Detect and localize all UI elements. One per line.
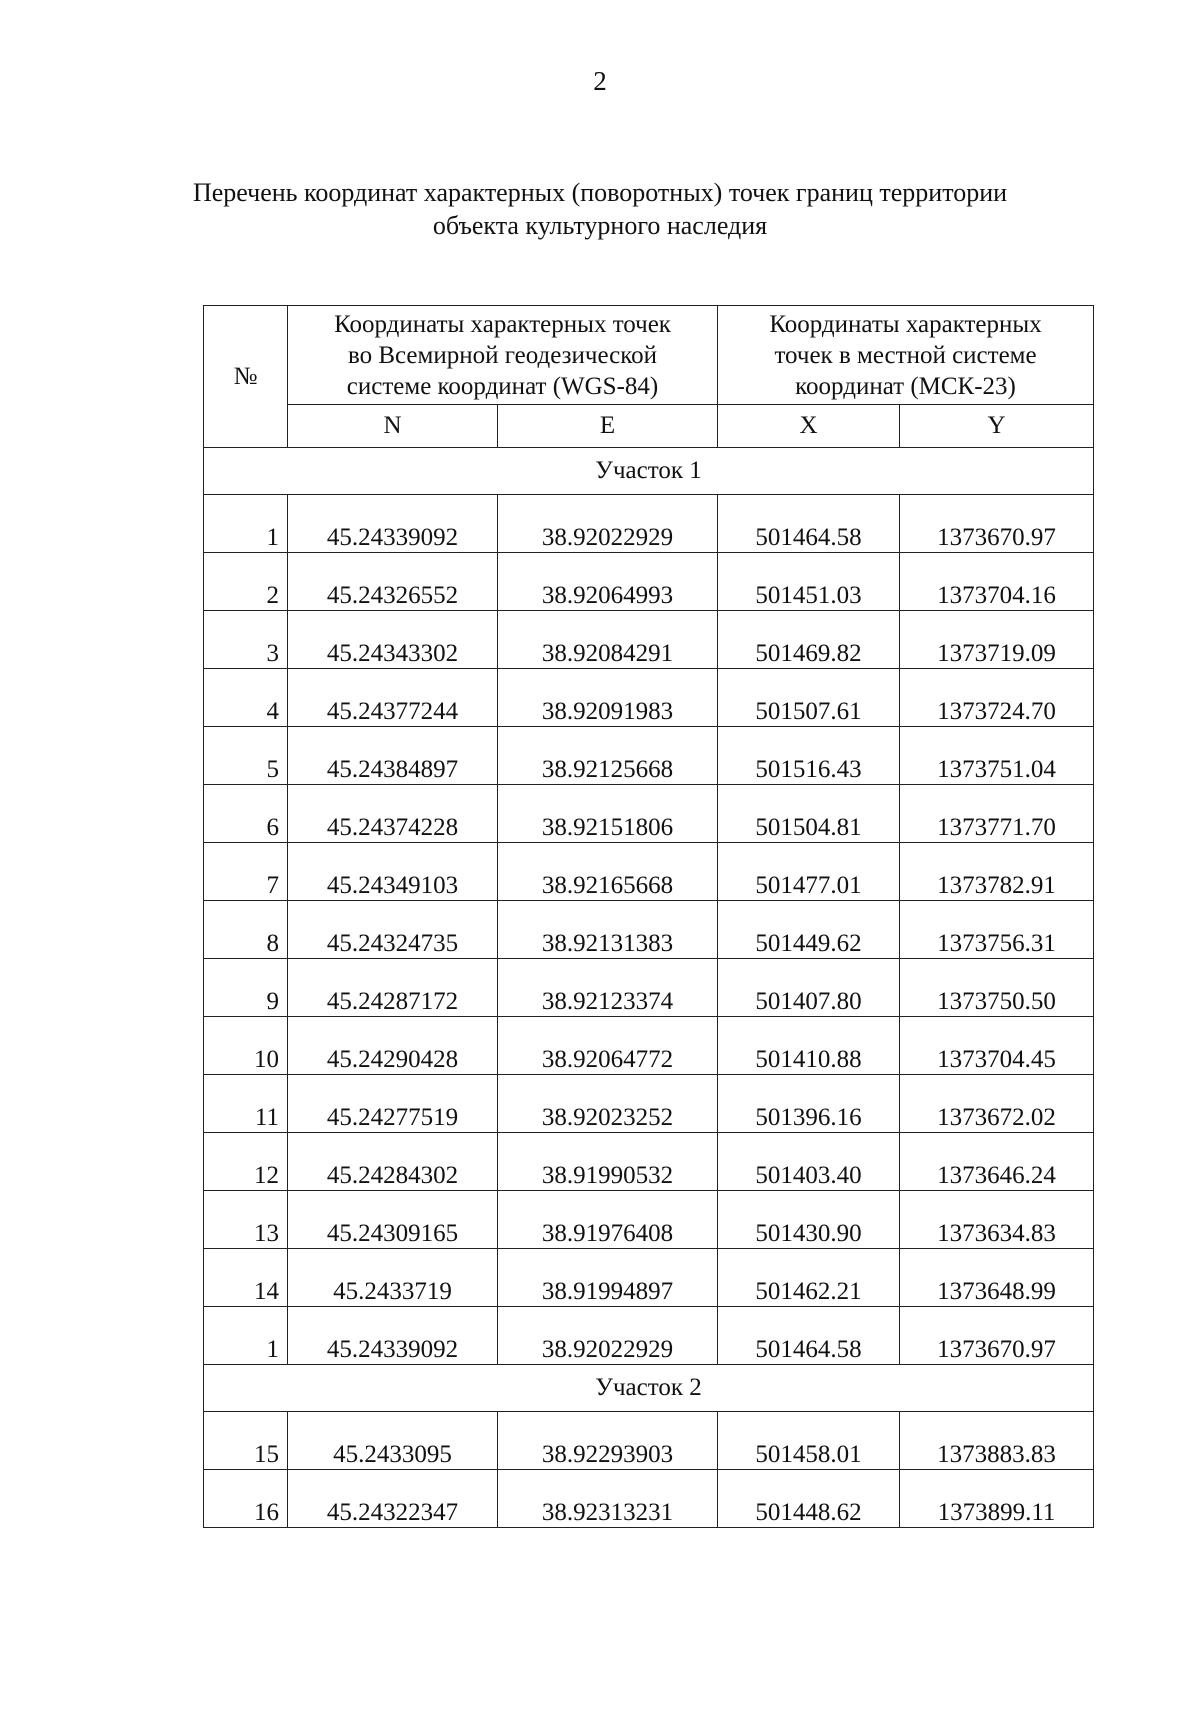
point-number-cell: 9 [204, 959, 288, 1017]
msk-x-cell: 501464.58 [718, 495, 900, 553]
point-number-cell: 13 [204, 1191, 288, 1249]
point-number-cell: 5 [204, 727, 288, 785]
latitude-n-cell: 45.24277519 [288, 1075, 498, 1133]
table-row [204, 669, 1094, 727]
msk-y-cell: 1373883.83 [900, 1412, 1094, 1470]
longitude-e-cell: 38.92091983 [498, 669, 718, 727]
msk-x-cell: 501396.16 [718, 1075, 900, 1133]
table-row [204, 1017, 1094, 1075]
longitude-e-cell: 38.92125668 [498, 727, 718, 785]
coordinates-table [203, 305, 1094, 1528]
longitude-e-cell: 38.92293903 [498, 1412, 718, 1470]
document-title [190, 176, 1010, 242]
latitude-n-cell: 45.24343302 [288, 611, 498, 669]
document-title-line: объекта культурного наследия [432, 211, 768, 240]
latitude-n-cell: 45.24324735 [288, 901, 498, 959]
latitude-n-cell: 45.24374228 [288, 785, 498, 843]
point-number-cell: 4 [204, 669, 288, 727]
header-msk23-line: точек в местной системе [774, 341, 1037, 369]
msk-y-cell: 1373751.04 [900, 727, 1094, 785]
table-row [204, 553, 1094, 611]
longitude-e-cell: 38.91990532 [498, 1133, 718, 1191]
table-row [204, 1249, 1094, 1307]
table-body [204, 448, 1094, 1528]
point-number-cell: 2 [204, 553, 288, 611]
point-number-cell: 3 [204, 611, 288, 669]
longitude-e-cell: 38.92313231 [498, 1470, 718, 1528]
latitude-n-cell: 45.24322347 [288, 1470, 498, 1528]
latitude-n-cell: 45.2433095 [288, 1412, 498, 1470]
longitude-e-cell: 38.91994897 [498, 1249, 718, 1307]
page-number: 2 [593, 66, 607, 96]
header-number: № [204, 306, 288, 448]
header-wgs84-group [288, 306, 718, 405]
longitude-e-cell: 38.92022929 [498, 1307, 718, 1365]
table-row [204, 1307, 1094, 1365]
msk-x-cell: 501507.61 [718, 669, 900, 727]
point-number-cell: 10 [204, 1017, 288, 1075]
point-number-cell: 15 [204, 1412, 288, 1470]
section-label: Участок 1 [204, 448, 1094, 495]
msk-x-cell: 501462.21 [718, 1249, 900, 1307]
table-row [204, 1412, 1094, 1470]
msk-x-cell: 501464.58 [718, 1307, 900, 1365]
msk-x-cell: 501451.03 [718, 553, 900, 611]
document-title-line: Перечень координат характерных (поворотных) точек границ территории [192, 178, 1008, 207]
header-col-y: Y [900, 405, 1094, 448]
msk-x-cell: 501458.01 [718, 1412, 900, 1470]
longitude-e-cell: 38.92131383 [498, 901, 718, 959]
msk-x-cell: 501410.88 [718, 1017, 900, 1075]
msk-y-cell: 1373719.09 [900, 611, 1094, 669]
table-row [204, 495, 1094, 553]
header-col-e: E [498, 405, 718, 448]
header-col-x: X [718, 405, 900, 448]
msk-y-cell: 1373724.70 [900, 669, 1094, 727]
point-number-cell: 16 [204, 1470, 288, 1528]
msk-y-cell: 1373648.99 [900, 1249, 1094, 1307]
latitude-n-cell: 45.24287172 [288, 959, 498, 1017]
msk-x-cell: 501448.62 [718, 1470, 900, 1528]
table-row [204, 611, 1094, 669]
latitude-n-cell: 45.24339092 [288, 495, 498, 553]
section-label: Участок 2 [204, 1365, 1094, 1412]
table-row [204, 1191, 1094, 1249]
msk-y-cell: 1373672.02 [900, 1075, 1094, 1133]
msk-x-cell: 501469.82 [718, 611, 900, 669]
longitude-e-cell: 38.92123374 [498, 959, 718, 1017]
msk-y-cell: 1373756.31 [900, 901, 1094, 959]
table-row [204, 785, 1094, 843]
point-number-cell: 8 [204, 901, 288, 959]
header-col-n: N [288, 405, 498, 448]
section-row [204, 448, 1094, 495]
msk-y-cell: 1373704.16 [900, 553, 1094, 611]
msk-y-cell: 1373771.70 [900, 785, 1094, 843]
longitude-e-cell: 38.92064993 [498, 553, 718, 611]
header-wgs84-line: во Всемирной геодезической [347, 341, 658, 369]
header-msk23-line: координат (МСК-23) [795, 372, 1016, 400]
point-number-cell: 7 [204, 843, 288, 901]
msk-y-cell: 1373670.97 [900, 495, 1094, 553]
table-row [204, 1470, 1094, 1528]
msk-y-cell: 1373646.24 [900, 1133, 1094, 1191]
latitude-n-cell: 45.24384897 [288, 727, 498, 785]
section-row [204, 1365, 1094, 1412]
point-number-cell: 12 [204, 1133, 288, 1191]
header-wgs84-line: системе координат (WGS-84) [346, 372, 659, 400]
longitude-e-cell: 38.92023252 [498, 1075, 718, 1133]
longitude-e-cell: 38.92151806 [498, 785, 718, 843]
msk-x-cell: 501449.62 [718, 901, 900, 959]
msk-x-cell: 501430.90 [718, 1191, 900, 1249]
header-msk23-line: Координаты характерных [769, 310, 1042, 338]
msk-y-cell: 1373899.11 [900, 1470, 1094, 1528]
longitude-e-cell: 38.92165668 [498, 843, 718, 901]
table-row [204, 1133, 1094, 1191]
table-row [204, 727, 1094, 785]
msk-x-cell: 501504.81 [718, 785, 900, 843]
msk-y-cell: 1373782.91 [900, 843, 1094, 901]
table-row [204, 901, 1094, 959]
longitude-e-cell: 38.91976408 [498, 1191, 718, 1249]
msk-y-cell: 1373750.50 [900, 959, 1094, 1017]
longitude-e-cell: 38.92064772 [498, 1017, 718, 1075]
table-row [204, 843, 1094, 901]
msk-y-cell: 1373704.45 [900, 1017, 1094, 1075]
latitude-n-cell: 45.24309165 [288, 1191, 498, 1249]
latitude-n-cell: 45.24377244 [288, 669, 498, 727]
point-number-cell: 1 [204, 1307, 288, 1365]
table-row [204, 959, 1094, 1017]
point-number-cell: 11 [204, 1075, 288, 1133]
msk-x-cell: 501407.80 [718, 959, 900, 1017]
msk-x-cell: 501516.43 [718, 727, 900, 785]
table-row [204, 1075, 1094, 1133]
latitude-n-cell: 45.2433719 [288, 1249, 498, 1307]
point-number-cell: 14 [204, 1249, 288, 1307]
latitude-n-cell: 45.24349103 [288, 843, 498, 901]
msk-x-cell: 501403.40 [718, 1133, 900, 1191]
latitude-n-cell: 45.24284302 [288, 1133, 498, 1191]
point-number-cell: 1 [204, 495, 288, 553]
point-number-cell: 6 [204, 785, 288, 843]
latitude-n-cell: 45.24339092 [288, 1307, 498, 1365]
latitude-n-cell: 45.24326552 [288, 553, 498, 611]
longitude-e-cell: 38.92022929 [498, 495, 718, 553]
msk-y-cell: 1373634.83 [900, 1191, 1094, 1249]
header-msk23-group [718, 306, 1094, 405]
header-wgs84-line: Координаты характерных точек [334, 310, 671, 338]
longitude-e-cell: 38.92084291 [498, 611, 718, 669]
msk-y-cell: 1373670.97 [900, 1307, 1094, 1365]
msk-x-cell: 501477.01 [718, 843, 900, 901]
latitude-n-cell: 45.24290428 [288, 1017, 498, 1075]
